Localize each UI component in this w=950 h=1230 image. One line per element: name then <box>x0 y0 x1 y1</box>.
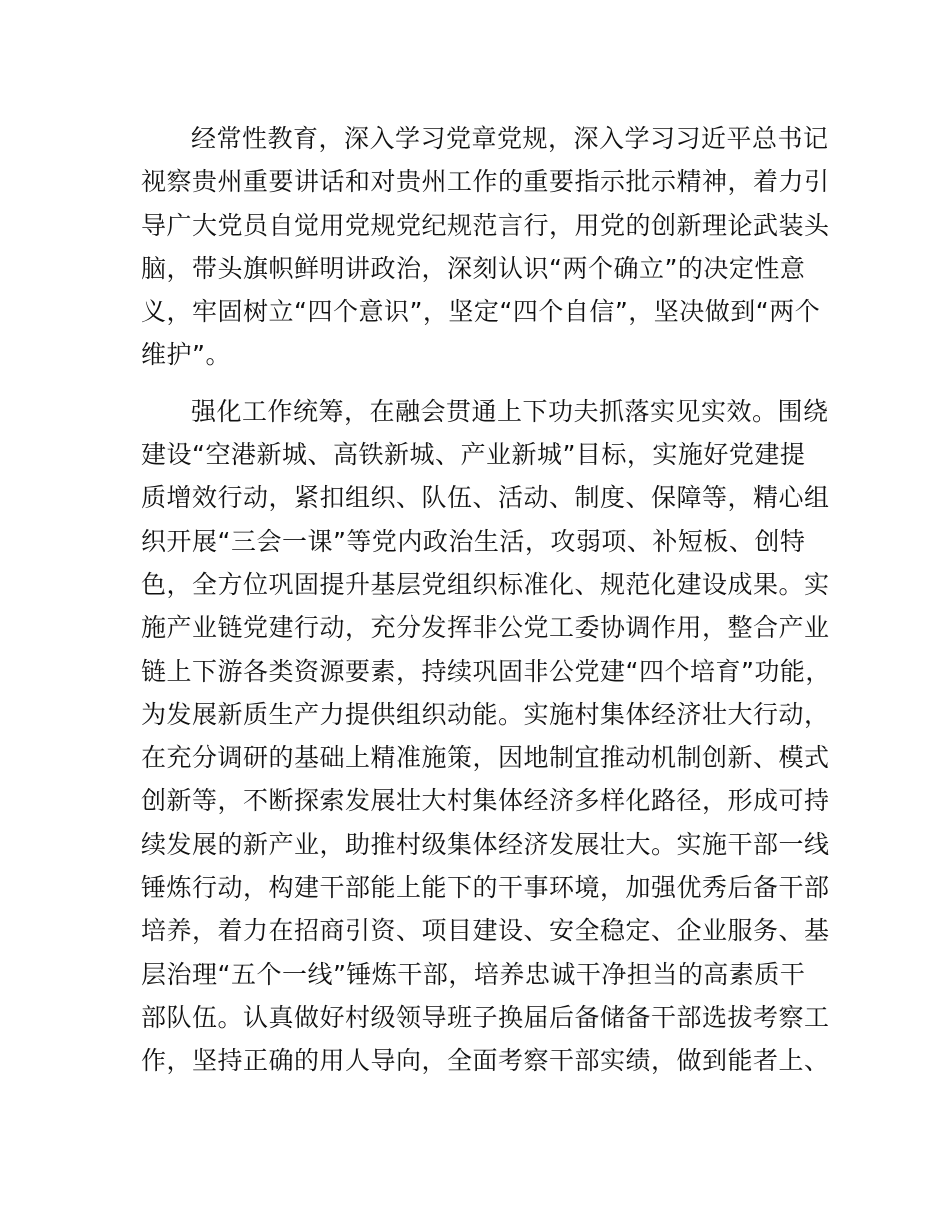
text-line: 创新等，不断探索发展壮大村集体经济多样化路径，形成可持 <box>141 786 830 816</box>
text-line: 义，牢固树立“四个意识”，坚定“四个自信”，坚决做到“两个 <box>141 297 821 327</box>
text-line: 强化工作统筹，在融会贯通上下功夫抓落实见实效。围绕 <box>191 396 829 426</box>
paragraph-2 <box>141 390 841 1083</box>
text-line: 部队伍。认真做好村级领导班子换届后备储备干部选拔考察工 <box>141 1002 830 1032</box>
text-line: 视察贵州重要讲话和对贵州工作的重要指示批示精神，着力引 <box>141 167 830 197</box>
text-line: 施产业链党建行动，充分发挥非公党工委协调作用，整合产业 <box>141 613 830 643</box>
text-line: 层治理“五个一线”锤炼干部，培养忠诚干净担当的高素质干 <box>141 959 806 989</box>
paragraph-gap <box>141 377 841 390</box>
text-line: 链上下游各类资源要素，持续巩固非公党建“四个培育”功能， <box>141 656 831 686</box>
text-line: 导广大党员自觉用党规党纪规范言行，用党的创新理论武装头 <box>141 210 830 240</box>
text-line: 质增效行动，紧扣组织、队伍、活动、制度、保障等，精心组 <box>141 483 830 513</box>
text-line: 锤炼行动，构建干部能上能下的干事环境，加强优秀后备干部 <box>141 873 830 903</box>
text-line: 为发展新质生产力提供组织动能。实施村集体经济壮大行动， <box>141 699 830 729</box>
text-line: 脑，带头旗帜鲜明讲政治，深刻认识“两个确立”的决定性意 <box>141 253 806 283</box>
text-line: 建设“空港新城、高铁新城、产业新城”目标，实施好党建提 <box>141 440 806 470</box>
text-line: 在充分调研的基础上精准施策，因地制宜推动机制创新、模式 <box>141 743 830 773</box>
text-line: 续发展的新产业，助推村级集体经济发展壮大。实施干部一线 <box>141 829 830 859</box>
text-line: 织开展“三会一课”等党内政治生活，攻弱项、补短板、创特 <box>141 526 806 556</box>
document-body <box>141 117 841 1083</box>
paragraph-1 <box>141 117 841 377</box>
text-line: 维护”。 <box>141 340 231 370</box>
text-line: 经常性教育，深入学习党章党规，深入学习习近平总书记 <box>191 124 829 153</box>
text-line: 色，全方位巩固提升基层党组织标准化、规范化建设成果。实 <box>141 569 830 599</box>
text-line: 作，坚持正确的用人导向，全面考察干部实绩，做到能者上、 <box>141 1046 830 1076</box>
text-line: 培养，着力在招商引资、项目建设、安全稳定、企业服务、基 <box>141 916 830 946</box>
